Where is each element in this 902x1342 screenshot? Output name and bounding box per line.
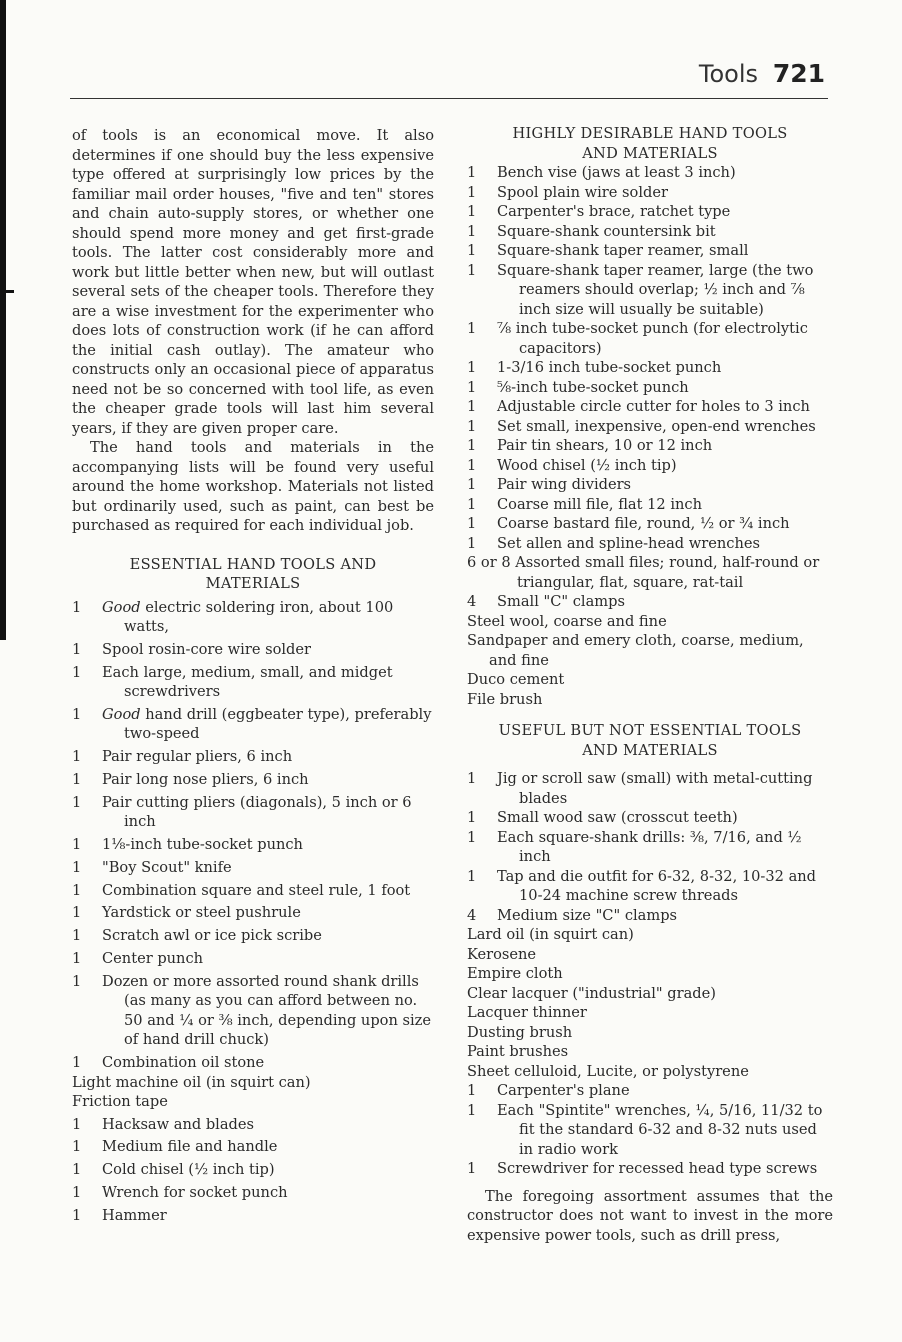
item-text: "Boy Scout" knife	[102, 858, 232, 876]
item-qty: 1	[467, 770, 477, 787]
intro-paragraph: of tools is an economical move. It also determines if one should buy the less expensive type offered at surprisingly low prices by the familiar mail order houses, "five and ten" stores and chain auto-supply stores, or whether one should spend more money and get first-grade tools. The latter cost considerably more and work but little better when new, but will outlast several sets of the cheaper tools. Therefore they are a wise investment for the experimenter who does lots of construction work (if he can afford the initial cash outlay). The amateur who constructs only an occasional piece of apparatus need not be so concerned with tool life, as even the cheaper grade tools will last him several years, if they are given proper care.	[72, 127, 434, 437]
list-item	[467, 202, 833, 222]
item-text: Cold chisel (½ inch tip)	[102, 1161, 275, 1179]
item-qty: 1	[72, 972, 82, 990]
item-qty: 1	[72, 705, 82, 723]
item-qty: 1	[72, 1054, 82, 1072]
item-qty: 1	[467, 359, 477, 376]
item-text: Small "C" clamps	[497, 593, 625, 610]
item-qty: 1	[467, 183, 477, 201]
list-item	[467, 514, 833, 534]
item-text: Carpenter's brace, ratchet type	[497, 203, 731, 220]
item-text: Combination oil stone	[102, 1054, 265, 1072]
list-item	[467, 261, 833, 320]
list-item-plain: Light machine oil (in squirt can)	[72, 1073, 311, 1091]
item-text: 1-3/16 inch tube-socket punch	[497, 359, 722, 376]
item-qty: 1	[467, 515, 477, 532]
item-text: Jig or scroll saw (small) with metal-cutting blades	[497, 770, 813, 807]
list-item	[467, 1101, 833, 1160]
item-qty: 1	[467, 437, 477, 454]
list-item	[72, 747, 434, 767]
item-qty: 1	[72, 1115, 82, 1133]
list-item	[467, 456, 833, 476]
item-qty: 1	[72, 598, 82, 616]
list-item	[72, 1206, 434, 1226]
list-item	[72, 793, 434, 832]
desirable-heading	[467, 124, 833, 163]
item-qty: 1	[467, 378, 477, 396]
item-text: Wood chisel (½ inch tip)	[497, 456, 677, 474]
header-title: Tools	[698, 60, 758, 88]
list-item	[467, 397, 833, 417]
list-item	[72, 835, 434, 855]
item-text: Coarse mill file, flat 12 inch	[497, 495, 702, 513]
essential-heading	[72, 555, 434, 594]
item-qty: 1	[467, 1082, 477, 1099]
item-text: Square-shank taper reamer, small	[497, 242, 749, 259]
list-item	[467, 906, 833, 926]
item-qty: 1	[467, 1101, 477, 1119]
item-text: Combination square and steel rule, 1 foot	[102, 881, 411, 899]
item-qty: 1	[467, 242, 477, 259]
running-header	[70, 58, 828, 99]
page-edge-bar	[0, 0, 6, 640]
list-item	[467, 1081, 833, 1101]
desirable-list	[467, 163, 833, 709]
page-edge-notch	[0, 290, 14, 293]
heading-line: MATERIALS	[205, 575, 301, 592]
list-item-plain: Sandpaper and emery cloth, coarse, medium, and fine	[467, 632, 804, 669]
item-text: Each square-shank drills: ⅜, 7/16, and ½ inch	[497, 828, 802, 865]
list-item	[72, 1053, 434, 1073]
item-text: Spool rosin-core wire solder	[102, 640, 311, 658]
list-item	[467, 436, 833, 456]
heading-line: USEFUL BUT NOT ESSENTIAL TOOLS	[498, 722, 802, 739]
item-text: ⅝-inch tube-socket punch	[497, 378, 689, 396]
list-item	[72, 903, 434, 923]
item-text	[467, 553, 833, 592]
list-item	[72, 598, 434, 637]
list-item	[467, 241, 833, 261]
item-qty: 1	[72, 904, 82, 922]
item-qty: 1	[467, 203, 477, 220]
list-item	[72, 858, 434, 878]
list-item-plain: Dusting brush	[467, 1023, 573, 1041]
item-text-rest: Assorted small files; round, half-round or triangular, flat, square, rat-tail	[515, 554, 820, 591]
item-text: Screwdriver for recessed head type screws	[497, 1160, 818, 1177]
item-text: Medium size "C" clamps	[497, 906, 678, 924]
item-text: Hammer	[102, 1206, 167, 1224]
list-item-plain: Steel wool, coarse and fine	[467, 612, 667, 630]
item-text-rest: hand drill (eggbeater type), preferably two-speed	[124, 705, 432, 743]
list-item	[467, 553, 833, 592]
item-qty: 1	[467, 456, 477, 474]
list-item	[467, 495, 833, 515]
item-qty: 1	[72, 858, 82, 876]
item-text: Scratch awl or ice pick scribe	[102, 927, 322, 945]
list-item	[467, 222, 833, 242]
item-emphasis: Good	[102, 705, 141, 723]
list-item-plain: Empire cloth	[467, 965, 563, 982]
item-text: Square-shank countersink bit	[497, 222, 716, 240]
item-text: Wrench for socket punch	[102, 1184, 288, 1202]
list-item	[72, 972, 434, 1050]
item-text: Each large, medium, small, and midget screwdrivers	[102, 663, 393, 701]
item-qty: 1	[72, 881, 82, 899]
list-item-plain: Clear lacquer ("industrial" grade)	[467, 984, 716, 1002]
item-qty: 1	[467, 417, 477, 435]
item-qty: 6 or 8	[467, 554, 511, 571]
item-text	[102, 598, 434, 637]
item-text: Each "Spintite" wrenches, ¼, 5/16, 11/32 to fit the standard 6-32 and 8-32 nuts used in radio work	[497, 1101, 823, 1158]
item-text: Coarse bastard file, round, ½ or ¾ inch	[497, 515, 790, 532]
item-qty: 1	[72, 927, 82, 945]
list-item-plain: Lacquer thinner	[467, 1004, 587, 1021]
item-qty: 1	[72, 793, 82, 811]
list-item-plain: Lard oil (in squirt can)	[467, 926, 634, 943]
list-item	[72, 949, 434, 969]
item-qty: 1	[467, 398, 477, 415]
item-text: Square-shank taper reamer, large (the two reamers should overlap; ½ inch and ⅞ inch size will usually be suitable)	[497, 261, 814, 318]
list-item	[72, 1183, 434, 1203]
list-item	[467, 769, 833, 808]
list-item-plain: Sheet celluloid, Lucite, or polystyrene	[467, 1062, 749, 1080]
page-number: 721	[772, 59, 825, 88]
list-item	[467, 475, 833, 495]
list-item-plain: File brush	[467, 690, 543, 708]
item-text: 1⅛-inch tube-socket punch	[102, 836, 303, 854]
item-qty: 1	[467, 1160, 477, 1177]
heading-line: AND MATERIALS	[582, 144, 718, 162]
left-column	[72, 126, 434, 1229]
item-text: Bench vise (jaws at least 3 inch)	[497, 164, 736, 181]
item-text-rest: electric soldering iron, about 100 watts,	[124, 598, 394, 635]
item-qty: 1	[467, 828, 477, 846]
item-text: Set allen and spline-head wrenches	[497, 534, 760, 552]
list-item	[72, 663, 434, 702]
item-text: ⅞ inch tube-socket punch (for electrolytic capacitors)	[497, 320, 808, 357]
item-qty: 1	[72, 1138, 82, 1156]
item-text: Pair wing dividers	[497, 476, 632, 493]
list-item	[467, 378, 833, 398]
item-qty: 1	[72, 640, 82, 658]
item-qty: 1	[72, 748, 82, 766]
list-item-plain: Paint brushes	[467, 1043, 569, 1060]
item-qty: 1	[467, 867, 477, 885]
item-qty: 1	[72, 663, 82, 681]
list-item	[72, 770, 434, 790]
item-text: Small wood saw (crosscut teeth)	[497, 809, 738, 826]
list-item	[72, 881, 434, 901]
item-text: Yardstick or steel pushrule	[102, 904, 301, 922]
item-text: Pair tin shears, 10 or 12 inch	[497, 437, 713, 454]
essential-list	[72, 598, 434, 1226]
item-qty: 1	[467, 809, 477, 826]
item-qty: 4	[467, 906, 477, 924]
useful-list	[467, 769, 833, 1179]
item-qty: 1	[72, 770, 82, 788]
item-qty: 1	[467, 495, 477, 513]
list-item	[72, 640, 434, 660]
item-text: Dozen or more assorted round shank drills (as many as you can afford between no. 50 and ¼ or ⅜ inch, depending upon size of hand drill chuck)	[102, 972, 431, 1049]
list-item	[467, 163, 833, 183]
list-item	[467, 592, 833, 612]
item-text: Set small, inexpensive, open-end wrenches	[497, 417, 816, 435]
list-item-plain: Kerosene	[467, 945, 537, 963]
list-item	[72, 1160, 434, 1180]
item-text: Hacksaw and blades	[102, 1115, 255, 1133]
list-item	[72, 926, 434, 946]
item-text: Pair long nose pliers, 6 inch	[102, 770, 309, 788]
item-qty: 1	[467, 320, 477, 337]
item-qty: 1	[72, 1161, 82, 1179]
list-item	[467, 417, 833, 437]
closing-paragraph: The foregoing assortment assumes that the constructor does not want to invest in the more expensive power tools, such as drill press,	[467, 1187, 833, 1244]
list-item	[467, 534, 833, 554]
right-column	[467, 124, 833, 1245]
list-item	[467, 358, 833, 378]
item-emphasis: Good	[102, 598, 141, 616]
item-qty: 1	[467, 222, 477, 240]
heading-line: HIGHLY DESIRABLE HAND TOOLS	[512, 125, 788, 142]
item-qty: 1	[467, 164, 477, 181]
item-text: Pair regular pliers, 6 inch	[102, 748, 293, 766]
list-item	[467, 867, 833, 906]
item-qty: 1	[467, 261, 477, 279]
list-item-plain: Duco cement	[467, 671, 565, 688]
item-qty: 1	[467, 476, 477, 493]
list-item	[467, 183, 833, 203]
item-qty: 1	[72, 950, 82, 968]
item-text: Carpenter's plane	[497, 1082, 630, 1099]
item-qty: 1	[72, 1206, 82, 1224]
item-text: Pair cutting pliers (diagonals), 5 inch or 6 inch	[102, 793, 412, 831]
useful-heading	[467, 721, 833, 760]
item-qty: 1	[72, 1184, 82, 1202]
item-text: Tap and die outfit for 6-32, 8-32, 10-32 and 10-24 machine screw threads	[497, 867, 817, 904]
item-text: Adjustable circle cutter for holes to 3 inch	[497, 398, 810, 415]
list-item	[467, 808, 833, 828]
heading-line: ESSENTIAL HAND TOOLS AND	[129, 555, 377, 573]
item-text: Center punch	[102, 950, 204, 968]
item-text: Spool plain wire solder	[497, 183, 668, 201]
list-item	[467, 319, 833, 358]
item-text: Medium file and handle	[102, 1138, 278, 1156]
list-item	[72, 1115, 434, 1135]
list-item	[72, 705, 434, 744]
list-item	[467, 1159, 833, 1179]
item-qty: 4	[467, 593, 477, 610]
list-item	[467, 828, 833, 867]
list-item	[72, 1137, 434, 1157]
list-item-plain: Friction tape	[72, 1093, 168, 1111]
item-qty: 1	[467, 534, 477, 552]
item-qty: 1	[72, 836, 82, 854]
heading-line: AND MATERIALS	[582, 741, 718, 759]
intro-paragraph: The hand tools and materials in the accompanying lists will be found very useful around the home workshop. Materials not listed but ordinarily used, such as paint, can best be purchased as required for each individual job.	[72, 439, 434, 534]
item-text	[102, 705, 434, 744]
